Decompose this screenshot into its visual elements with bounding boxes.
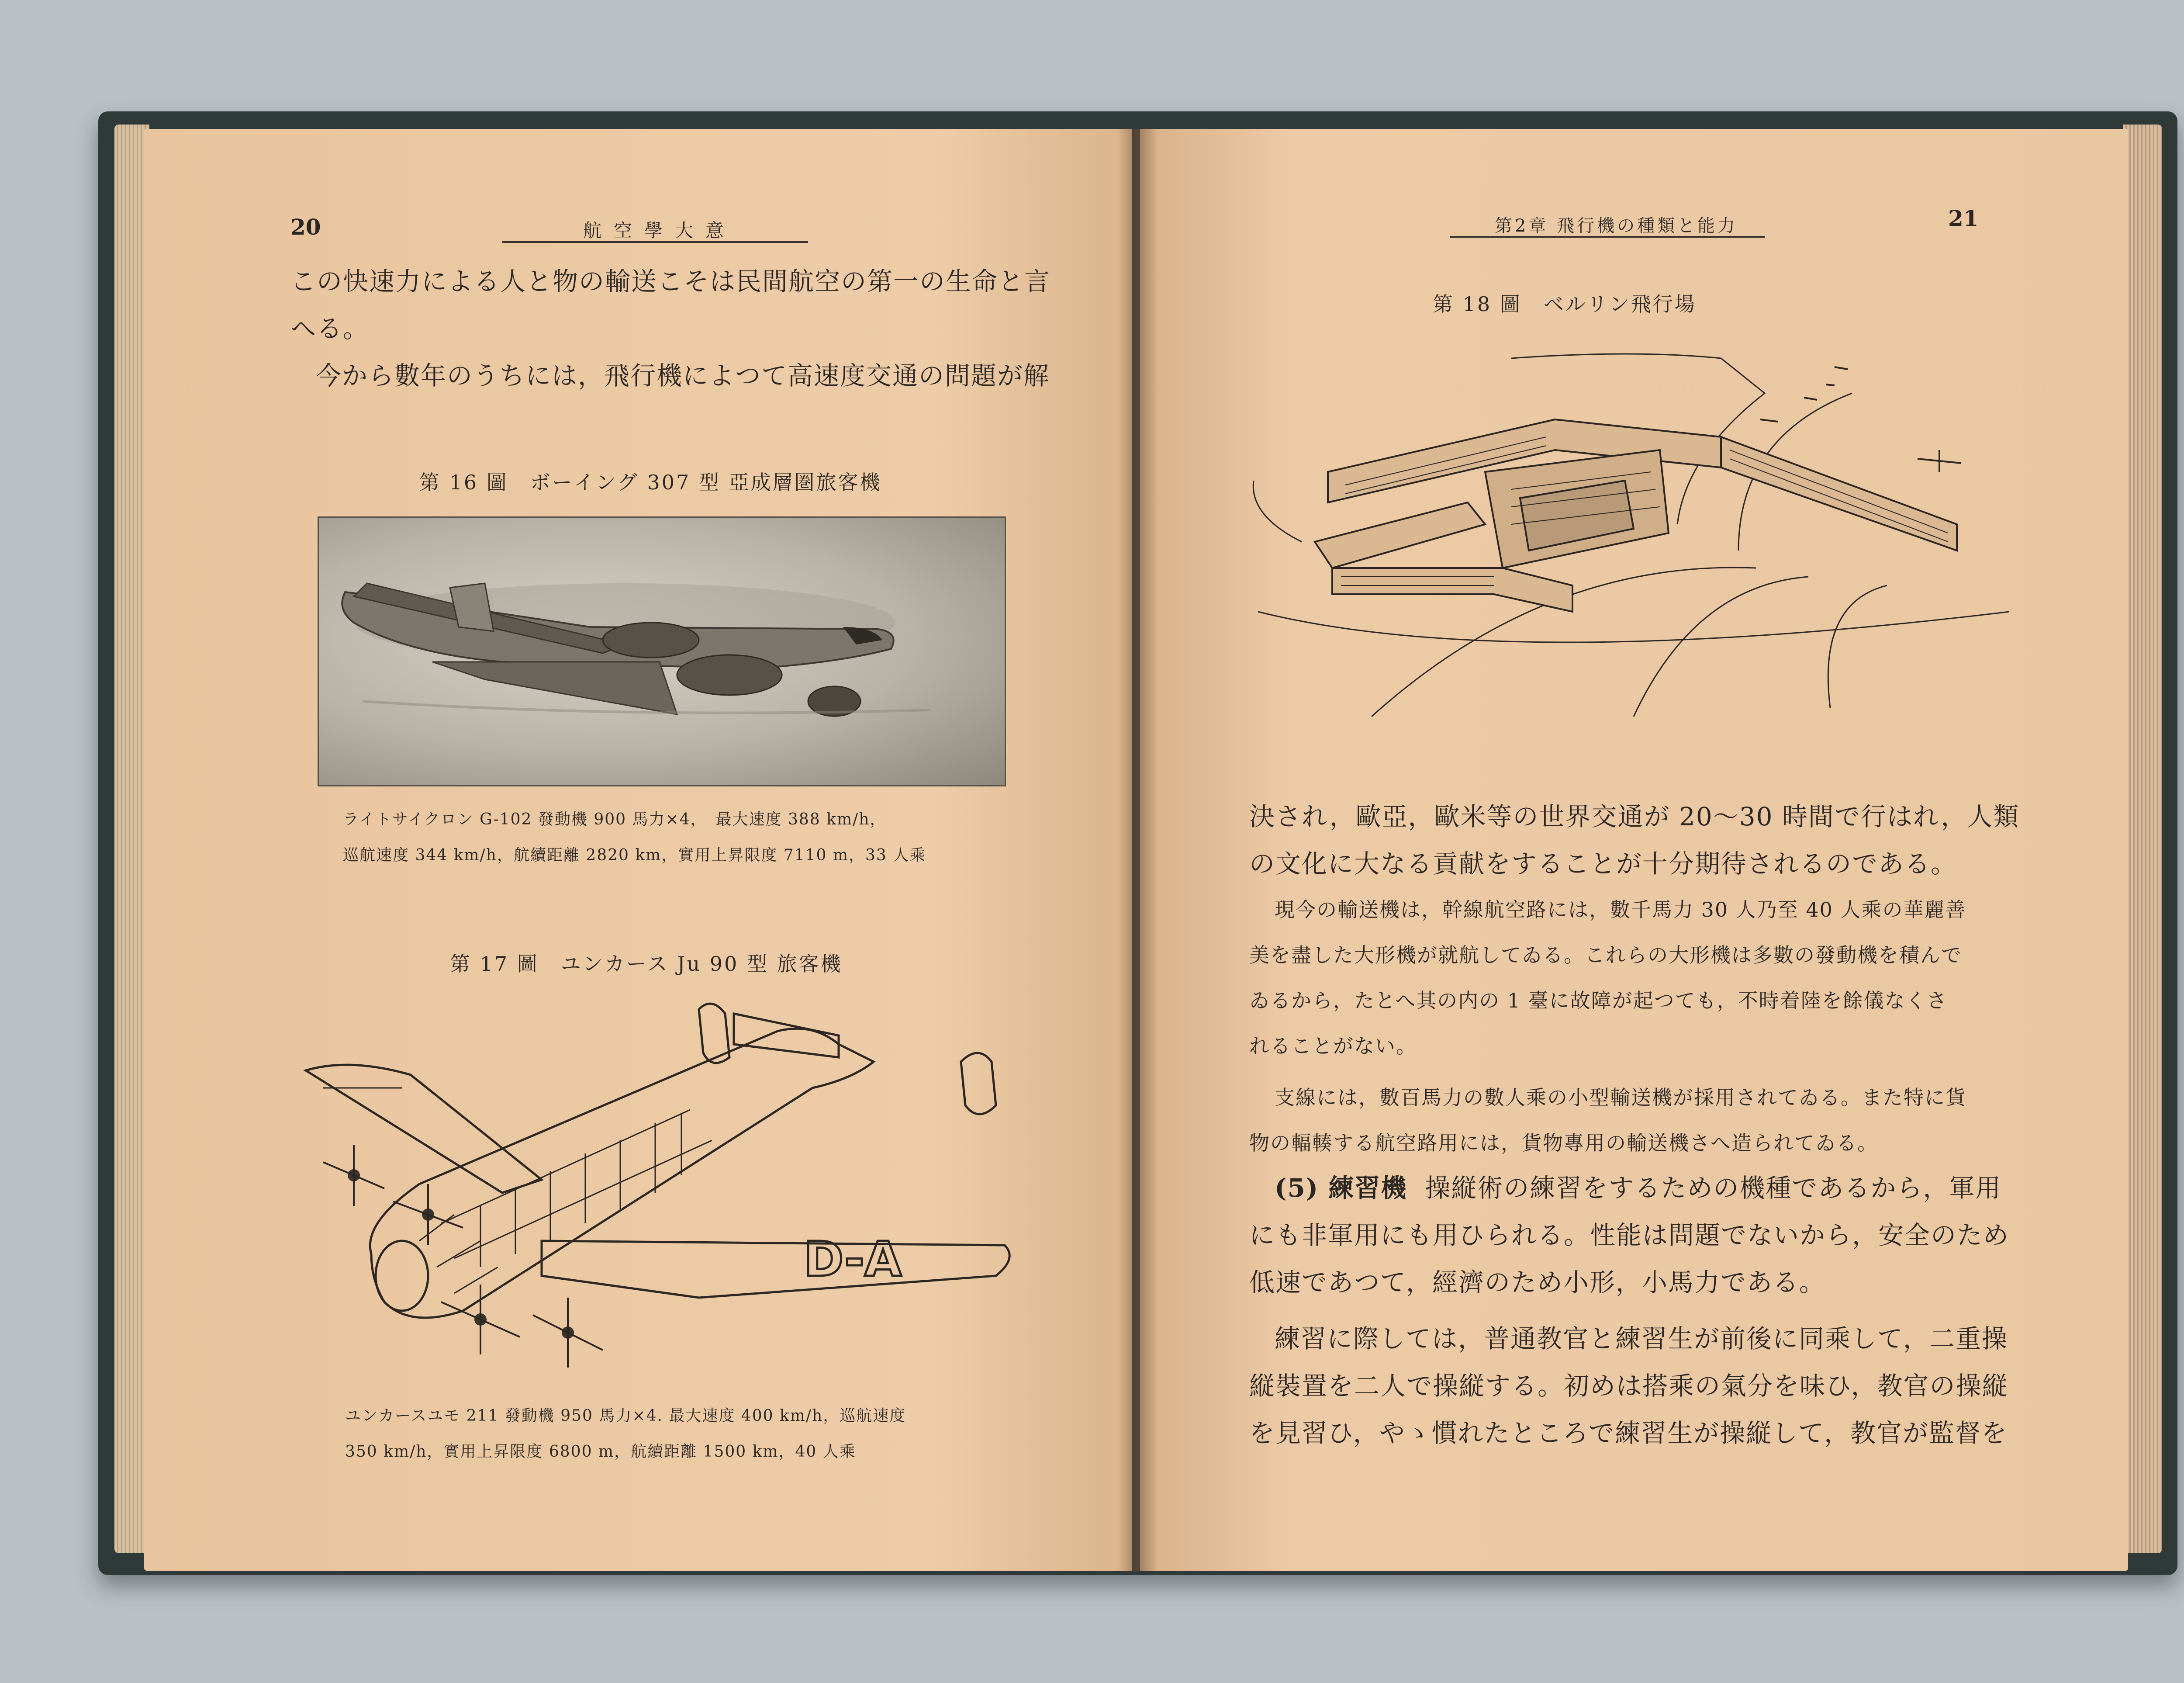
- text-line: 縦裝置を二人で操縦する。初めは搭乘の氣分を味ひ，教官の操縦: [1249, 1371, 2008, 1401]
- figure-16-caption: 第 16 圖 ボーイング 307 型 亞成層圏旅客機: [419, 471, 882, 494]
- text-line: ユンカースユモ 211 發動機 950 馬力×4. 最大速度 400 km/h，巡航速度: [345, 1407, 906, 1425]
- fuselage-marking: D-A: [804, 1231, 902, 1287]
- section-5-heading: (5) 練習機: [1275, 1173, 1407, 1203]
- figure-18-caption: 第 18 圖 ベルリン飛行場: [1433, 292, 1697, 316]
- text-line: 支線には，數百馬力の數人乘の小型輸送機が採用されてゐる。また特に貨: [1275, 1086, 1966, 1109]
- page-edges-right: [2123, 125, 2162, 1553]
- right-paragraph-3: [1249, 1075, 1966, 1166]
- text-line: の文化に大なる貢献をすることが十分期待されるのである。: [1249, 849, 1957, 879]
- text-line: 今から數年のうちには，飛行機によつて高速度交通の問題が解: [316, 361, 1050, 391]
- left-page-number: 20: [290, 214, 321, 240]
- left-running-head: 航空學大意: [583, 220, 736, 241]
- right-paragraph-1: [1249, 793, 2019, 887]
- left-paragraph-2: [290, 352, 1050, 399]
- text-line: ゐるから，たとへ其の内の 1 臺に故障が起つても，不時着陸を餘儀なくさ: [1249, 989, 1948, 1012]
- text-line: 決され，歐亞，歐米等の世界交通が 20〜30 時間で行はれ，人類: [1249, 802, 2020, 831]
- text-line: へる。: [290, 314, 370, 343]
- text-line: 美を盡した大形機が就航してゐる。これらの大形機は多數の發動機を積んで: [1249, 943, 1962, 967]
- figure-16-spec: [343, 802, 926, 873]
- text-line: ライトサイクロン G-102 發動機 900 馬力×4， 最大速度 388 km/h，: [343, 810, 887, 828]
- left-running-rule: [502, 241, 808, 243]
- junkers-ju90-cutaway-drawing: [297, 996, 1031, 1389]
- text-line: 350 km/h，實用上昇限度 6800 m，航續距離 1500 km，40 人乘: [345, 1443, 856, 1461]
- text-line: れることがない。: [1249, 1034, 1417, 1058]
- section-5-first-line: 操縦術の練習をするための機種であるから，軍用: [1425, 1173, 2002, 1203]
- text-line: 物の輻輳する航空路用には，貨物專用の輸送機さへ造られてゐる。: [1249, 1131, 1878, 1155]
- text-line: この快速力による人と物の輸送こそは民間航空の第一の生命と言: [290, 267, 1051, 296]
- text-line: 練習に際しては，普通教官と練習生が前後に同乘して，二重操: [1275, 1324, 2008, 1354]
- left-paragraph-1: [290, 258, 1051, 352]
- book-gutter: [1118, 129, 1158, 1571]
- section-5-trainer: [1249, 1164, 2009, 1306]
- text-line: 低速であつて，經濟のため小形，小馬力である。: [1249, 1267, 1825, 1297]
- figure-17-drawing: [297, 996, 1031, 1391]
- text-line: を見習ひ，やゝ慣れたところで練習生が操縦して，教官が監督を: [1249, 1418, 2008, 1448]
- right-page-number: 21: [1948, 205, 1979, 231]
- text-line: にも非軍用にも用ひられる。性能は問題でないから，安全のため: [1249, 1220, 2010, 1250]
- text-line: [1249, 1164, 2009, 1212]
- figure-16-photo: [318, 516, 1006, 786]
- figure-17-caption: 第 17 圖 ユンカース Ju 90 型 旅客機: [450, 952, 843, 976]
- right-running-head: 第2章 飛行機の種類と能力: [1494, 216, 1738, 236]
- berlin-airport-drawing: [1241, 341, 2009, 725]
- right-paragraph-2: [1249, 887, 1966, 1069]
- text-line: 現今の輸送機は，幹線航空路には，數千馬力 30 人乃至 40 人乘の華麗善: [1275, 898, 1966, 921]
- right-paragraph-5: [1249, 1315, 2008, 1457]
- figure-18-drawing: [1241, 341, 2009, 727]
- figure-17-spec: [345, 1398, 906, 1470]
- text-line: 巡航速度 344 km/h，航續距離 2820 km，實用上昇限度 7110 m，33 人乘: [343, 846, 926, 864]
- right-running-rule: [1450, 236, 1765, 238]
- boeing-307-airplane-photo: [319, 518, 1005, 785]
